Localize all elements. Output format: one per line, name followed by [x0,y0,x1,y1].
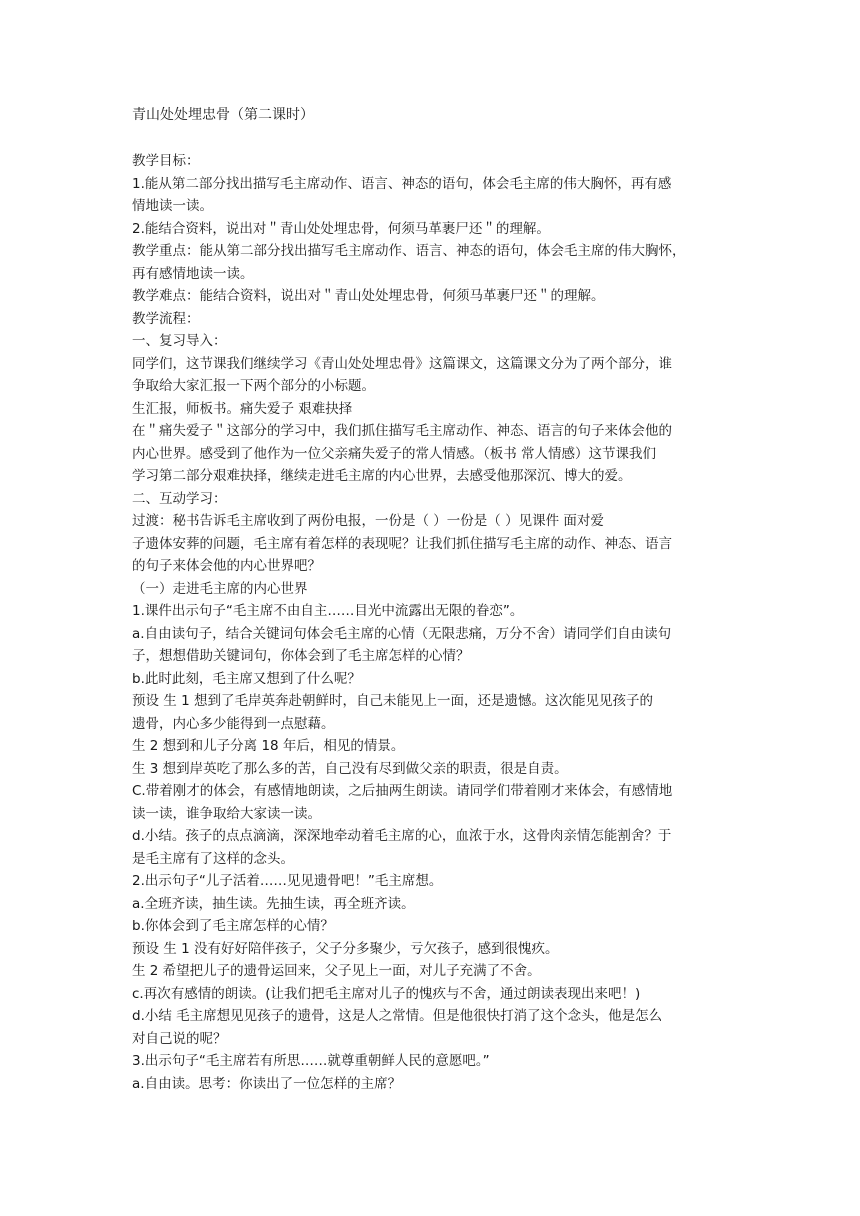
text-line: a.自由读句子，结合关键词句体会毛主席的心情（无限悲痛，万分不舍）请同学们自由读句 [132,625,672,642]
text-line: b.你体会到了毛主席怎样的心情？ [132,918,334,934]
text-line: 1.能从第二部分找出描写毛主席动作、语言、神态的语句，体会毛主席的伟大胸怀，再有感 [132,175,672,192]
text-line: 学习第二部分艰难抉择，继续走进毛主席的内心世界，去感受他那深沉、博大的爱。 [132,468,632,484]
text-line: 过渡：秘书告诉毛主席收到了两份电报，一份是（ ）一份是（ ）见课件 面对爱 [132,513,604,529]
document-title: 青山处处埋忠骨（第二课时） [132,107,314,123]
text-line: 读一读，谁争取给大家读一读。 [132,805,321,822]
text-line: 2.能结合资料，说出对＂青山处处埋忠骨，何须马革裹尸还＂的理解。 [132,220,550,237]
text-line: 教学难点：能结合资料，说出对＂青山处处埋忠骨，何须马革裹尸还＂的理解。 [132,288,605,304]
text-line: C.带着刚才的体会，有感情地朗读，之后抽两生朗读。请同学们带着刚才来体会，有感情地 [132,783,673,799]
text-line: 的句子来体会他的内心世界吧？ [132,558,321,574]
text-line: 教学流程： [132,310,200,327]
text-line: a.自由读。思考：你读出了一位怎样的主席？ [132,1075,402,1092]
text-line: 生 3 想到岸英吃了那么多的苦，自己没有尽到做父亲的职责，很是自责。 [132,760,568,777]
text-line: 二、互动学习： [132,490,227,507]
text-line: 争取给大家汇报一下两个部分的小标题。 [132,378,375,394]
text-line: 再有感情地读一读。 [132,265,254,282]
text-line: 预设 生 1 想到了毛岸英奔赴朝鲜时，自己未能见上一面，还是遗憾。这次能见见孩子的 [132,693,653,709]
text-line: 3.出示句子“毛主席若有所思……就尊重朝鲜人民的意愿吧。” [132,1053,490,1069]
text-line: 生 2 想到和儿子分离 18 年后，相见的情景。 [132,738,405,754]
text-line: 预设 生 1 没有好好陪伴孩子，父子分多聚少，亏欠孩子，感到很愧疚。 [132,940,559,957]
text-line: 教学重点：能从第二部分找出描写毛主席动作、语言、神态的语句，体会毛主席的伟大胸怀， [132,243,686,259]
text-line: 2.出示句子“儿子活着……见见遗骨吧！”毛主席想。 [132,873,443,889]
text-line: 生 2 希望把儿子的遗骨运回来，父子见上一面，对儿子充满了不舍。 [132,963,541,979]
text-line: 对自己说的呢？ [132,1030,227,1047]
text-line: 一、复习导入： [132,333,227,349]
text-line: （一）走进毛主席的内心世界 [132,580,308,597]
text-line: 子，想想借助关键词句，你体会到了毛主席怎样的心情？ [132,648,470,664]
text-line: b.此时此刻，毛主席又想到了什么呢？ [132,670,361,687]
text-line: 在＂痛失爱子＂这部分的学习中，我们抓住描写毛主席动作、神态、语言的句子来体会他的 [132,423,672,439]
text-line: 1.课件出示句子“毛主席不由自主……目光中流露出无限的眷恋”。 [132,603,524,619]
text-line: 是毛主席有了这样的念头。 [132,850,294,867]
text-line: a.全班齐读，抽生读。先抽生读，再全班齐读。 [132,895,415,912]
text-line: 教学目标： [132,153,200,169]
text-line: 生汇报，师板书。痛失爱子 艰难抉择 [132,400,353,417]
text-line: c.再次有感情的朗读。(让我们把毛主席对儿子的愧疚与不舍，通过朗读表现出来吧！) [132,985,641,1002]
document-body [132,150,732,1095]
text-line: 情地读一读。 [132,198,213,214]
text-line: 同学们，这节课我们继续学习《青山处处埋忠骨》这篇课文，这篇课文分为了两个部分，谁 [132,355,672,372]
text-line: 内心世界。感受到了他作为一位父亲痛失爱子的常人情感。（板书 常人情感）这节课我们 [132,445,657,462]
document-page [132,104,732,1095]
text-line: 子遗体安葬的问题，毛主席有着怎样的表现呢？让我们抓住描写毛主席的动作、神态、语言 [132,535,672,552]
text-line: d.小结。孩子的点点滴滴，深深地牵动着毛主席的心，血浓于水，这骨肉亲情怎能割舍？于 [132,828,672,844]
text-line: d.小结 毛主席想见见孩子的遗骨，这是人之常情。但是他很快打消了这个念头，他是怎么 [132,1008,663,1024]
text-line: 遗骨，内心多少能得到一点慰藉。 [132,715,335,732]
